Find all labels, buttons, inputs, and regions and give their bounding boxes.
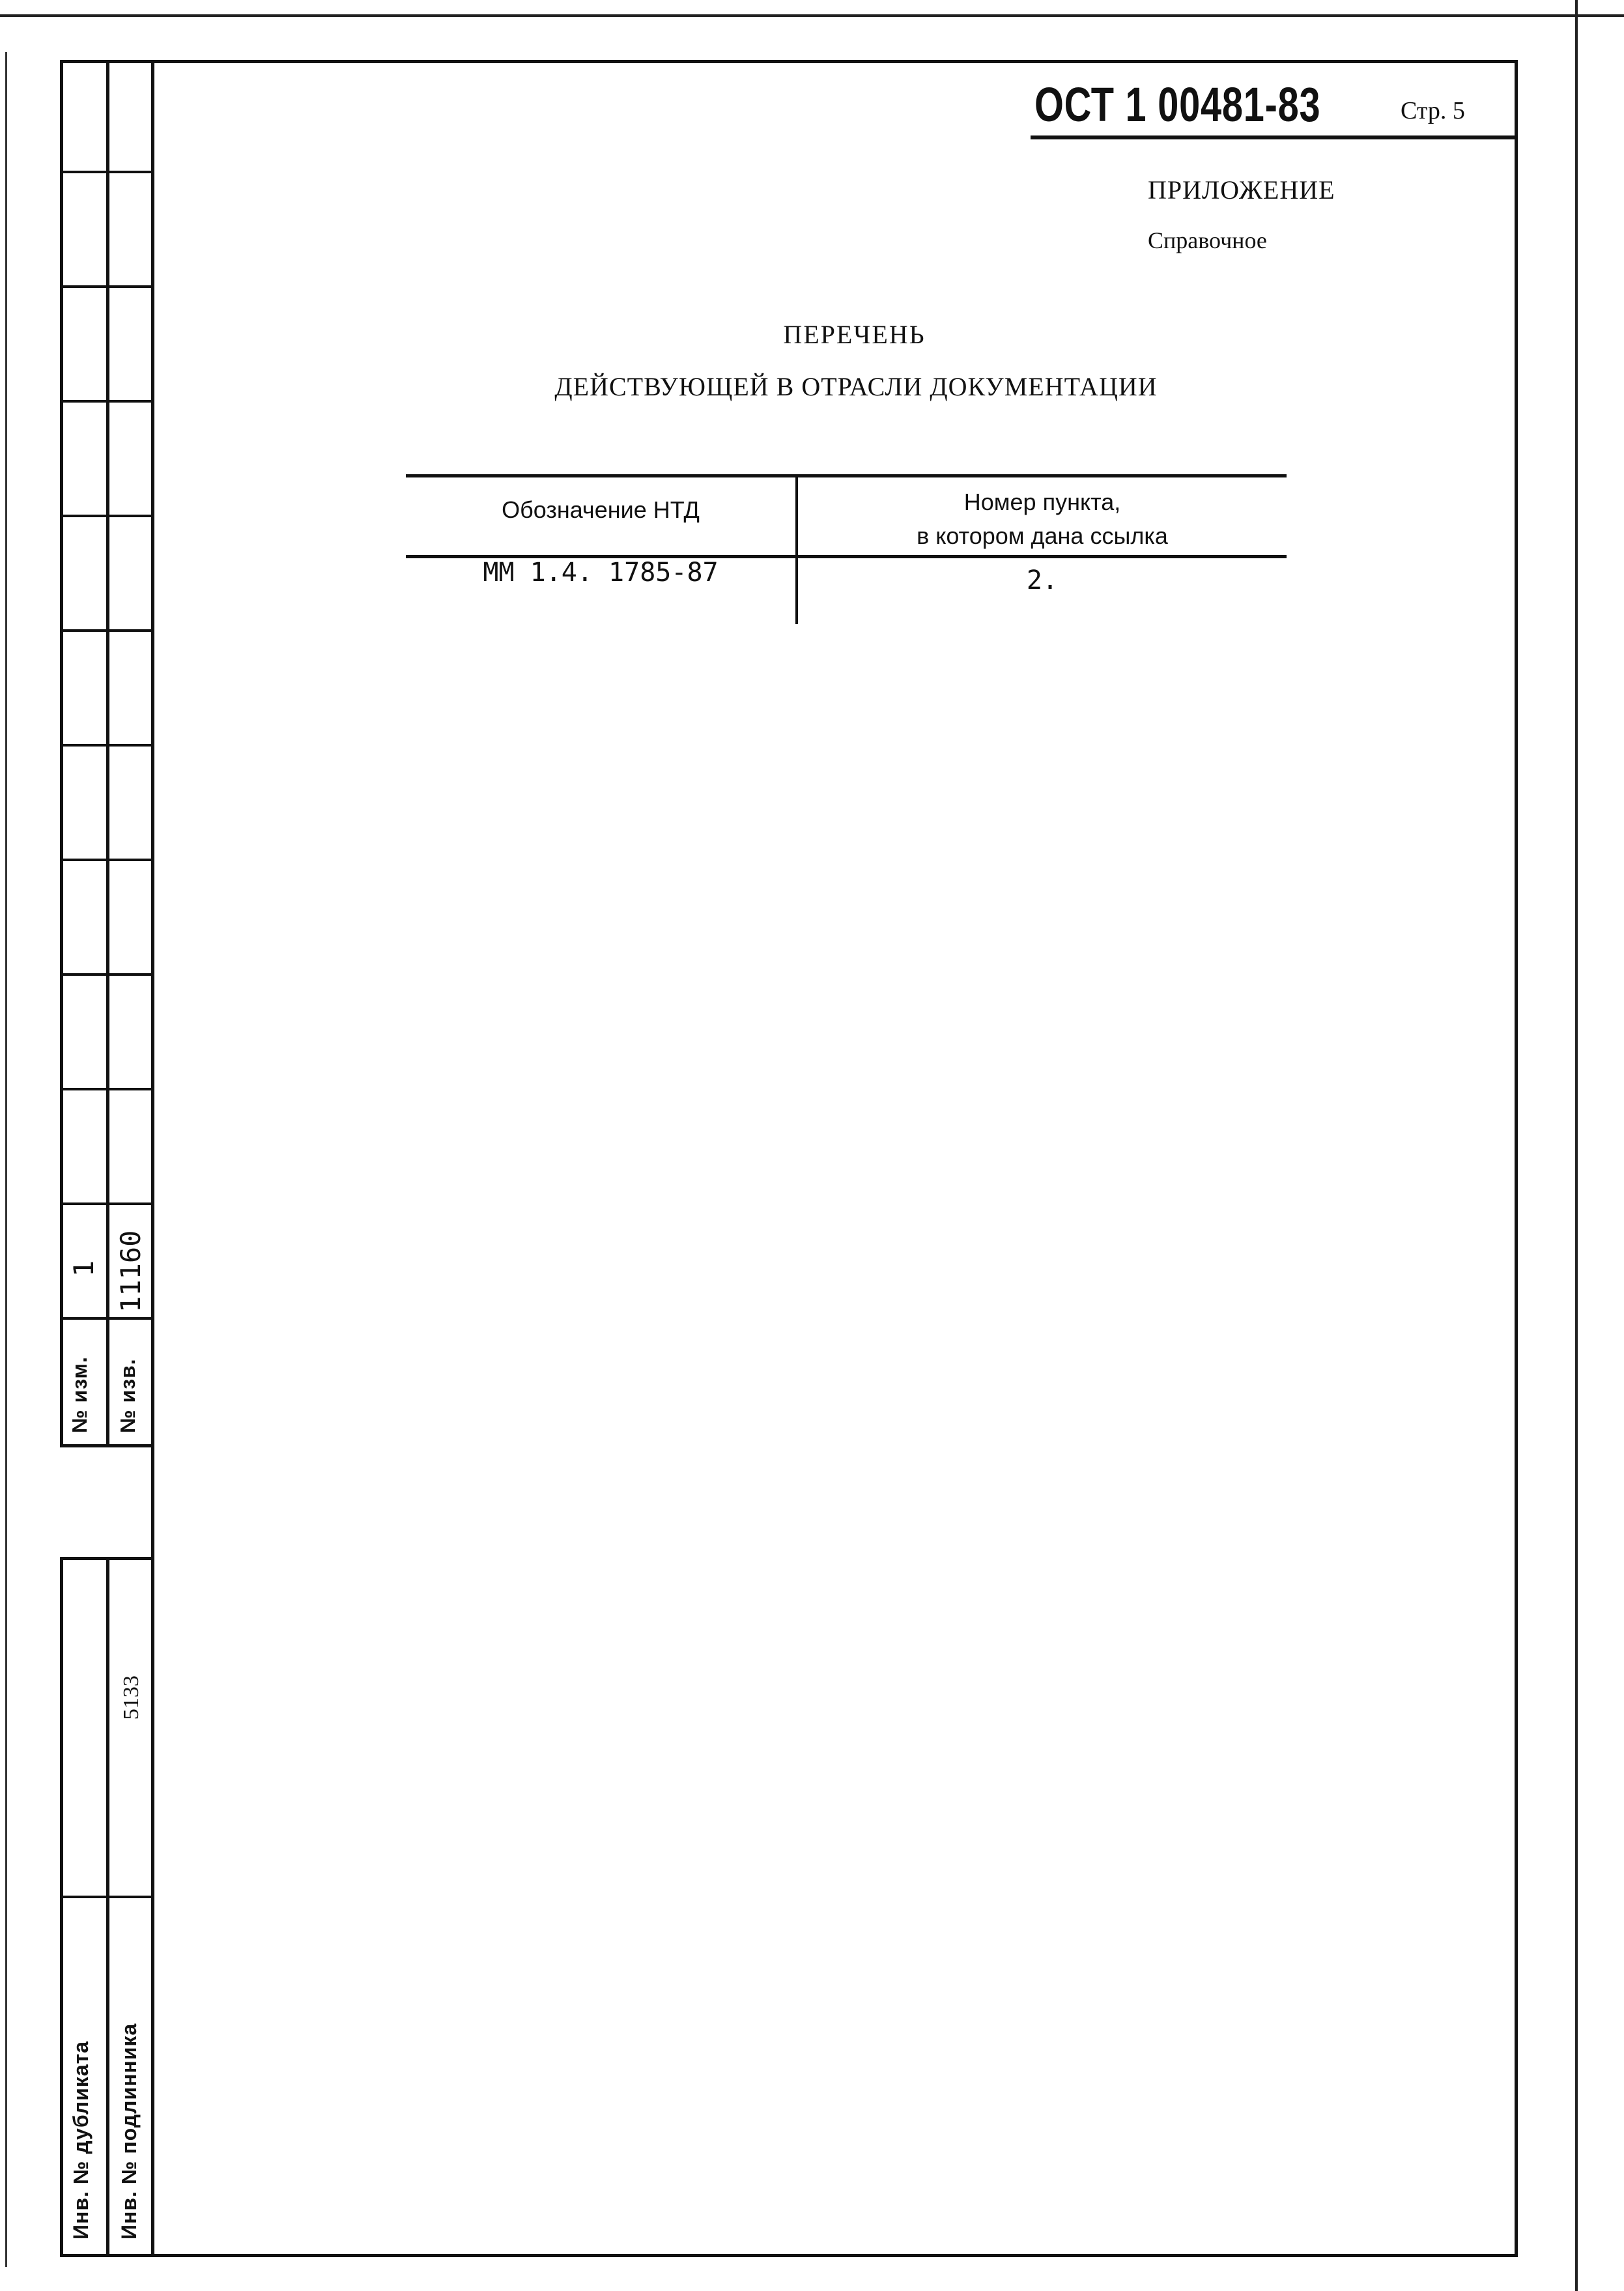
margin-cell-line <box>60 1088 154 1090</box>
margin-cell-line <box>60 171 154 173</box>
margin-cell-line <box>60 859 154 861</box>
appendix-label: ПРИЛОЖЕНИЕ <box>1148 175 1335 205</box>
margin-strip-upper-col-1 <box>60 60 109 1447</box>
table-top-rule <box>406 474 1287 477</box>
margin-cell-line <box>60 973 154 976</box>
top-page-rule <box>0 14 1624 17</box>
document-number: ОСТ 1 00481-83 <box>1034 78 1321 132</box>
appendix-type: Справочное <box>1148 227 1267 253</box>
notice-no-value: 11160 <box>115 1230 147 1313</box>
margin-cell-line <box>60 285 154 288</box>
header-rule <box>1031 135 1518 139</box>
table-row-clause: 2. <box>1026 565 1059 595</box>
original-inv-label: Инв. № подлинника <box>117 2023 141 2240</box>
margin-cell-line <box>60 744 154 747</box>
original-inv-value: 5133 <box>119 1675 143 1720</box>
margin-cell-line <box>60 629 154 632</box>
margin-cell-line <box>60 1202 154 1205</box>
change-no-value: 1 <box>68 1260 100 1277</box>
margin-cell-line <box>60 1896 154 1898</box>
title-line-1: ПЕРЕЧЕНЬ <box>783 320 926 349</box>
table-header-designation: Обозначение НТД <box>502 496 700 523</box>
change-no-label: № изм. <box>68 1356 91 1433</box>
page-number: Стр. 5 <box>1401 97 1465 124</box>
table-row-designation: ММ 1.4. 1785-87 <box>483 558 719 588</box>
notice-no-label: № изв. <box>116 1358 139 1433</box>
table-header-clause-line-2: в котором дана ссылка <box>917 522 1168 549</box>
title-line-2: ДЕЙСТВУЮЩЕЙ В ОТРАСЛИ ДОКУМЕНТАЦИИ <box>554 372 1158 401</box>
margin-cell-line <box>60 515 154 517</box>
duplicate-inv-label: Инв. № дубликата <box>69 2040 93 2240</box>
margin-cell-line <box>60 1317 154 1320</box>
table-header-clause-line-1: Номер пункта, <box>963 489 1121 515</box>
table-header-clause <box>798 485 1287 553</box>
